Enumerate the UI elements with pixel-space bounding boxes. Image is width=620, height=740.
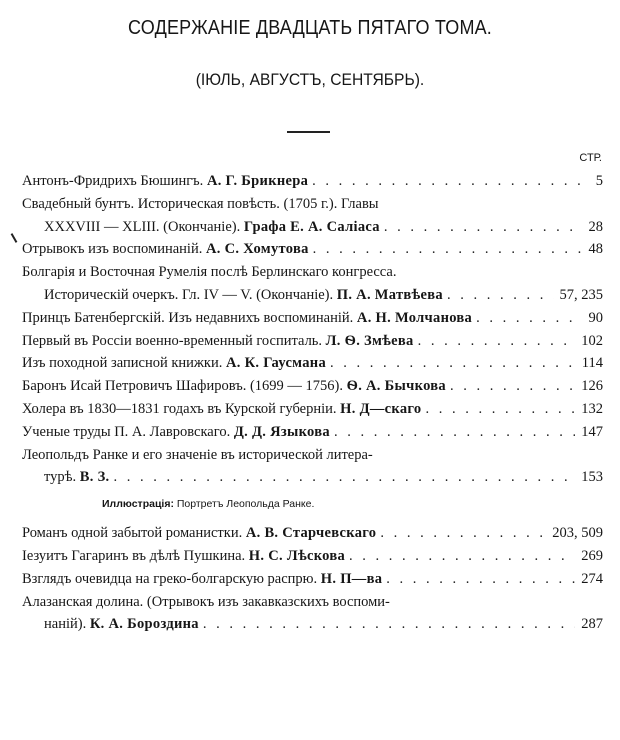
toc-entry-author: Л. Ѳ. Змѣева [325,332,414,349]
toc-entry-line [22,545,603,568]
toc-entry-author: А. Н. Молчанова [356,309,473,326]
toc-entry [22,307,603,330]
toc-entry-title: XXXVIII — XLIII. (Окончаніе). [44,218,241,235]
dot-leader [418,330,576,353]
toc-entry-line [22,591,603,614]
toc-entry-page: 126 [581,378,603,395]
toc-entry-line [22,444,603,467]
toc-entry-page: 153 [581,469,603,486]
illustration-label: Иллюстрація: [102,498,174,511]
page-column-header: СТР. [579,152,602,164]
dot-leader [447,284,554,307]
toc-entry-line [22,330,603,353]
divider-rule [287,131,330,133]
dot-leader [386,568,575,591]
dot-leader [312,170,590,193]
toc-entry-title: турѣ. [44,469,77,486]
toc-entry-author: Ѳ. А. Бычкова [346,378,446,395]
toc-entry-author: А. Г. Брикнера [206,173,309,189]
toc-entry [22,522,603,545]
toc-entry-title: Взглядъ очевидца на греко-болгарскую распрю. [22,570,318,587]
dot-leader [334,421,575,444]
margin-mark [11,233,18,243]
toc-entry [22,591,603,637]
toc-entry-line [22,568,603,591]
dot-leader [330,352,576,375]
toc-entry-title: Антонъ-Фридрихъ Бюшингъ. [22,173,204,189]
toc-entry-author: В. З. [79,469,110,486]
toc-entry-title: Леопольдъ Ранке и его значеніе въ исторической литера- [22,446,373,463]
toc-entry-author: Графа Е. А. Саліаса [243,218,380,235]
toc-entry-page: 203, 509 [552,525,603,542]
toc-entry-line [22,421,603,444]
toc-entry-title: Іезуитъ Гагаринъ въ дѣлѣ Пушкина. [22,547,246,564]
toc-entry-page: 57, 235 [559,286,603,303]
toc-entry-line [22,261,603,284]
toc-entry [22,238,603,261]
toc-entry-line [22,193,603,216]
toc-entry-page: 5 [595,173,603,189]
toc-entry-author: П. А. Матвѣева [336,286,443,303]
dot-leader [425,398,575,421]
toc-entry-author: Н. С. Лѣскова [248,547,346,564]
toc-entry-title: Отрывокъ изъ воспоминаній. [22,241,203,258]
toc-entry-line [22,284,603,307]
page-subtitle: (ІЮЛЬ, АВГУСТЪ, СЕНТЯБРЬ). [195,70,425,89]
toc-entry-line [22,352,603,375]
dot-leader [380,522,546,545]
toc-entry-line [22,522,603,545]
toc-entry-author: Н. П—ва [320,570,383,587]
toc-entry-page: 287 [581,616,603,633]
dot-leader [313,238,583,261]
toc-entry-author: А. К. Гаусмана [225,355,327,372]
toc-entry-title: Холера въ 1830—1831 годахъ въ Курской губерніи. [22,400,337,417]
toc-entry-title: Изъ походной записной книжки. [22,355,223,372]
toc-entry-line [22,398,603,421]
toc-entry-page: 102 [581,332,603,349]
toc-entry-author: Н. Д—скаго [340,400,422,417]
toc-entry-author: Д. Д. Языкова [233,423,330,440]
toc-entry [22,568,603,591]
toc-entry-line [22,466,603,489]
toc-entry-page: 90 [588,309,603,326]
toc-entry-line [22,307,603,330]
dot-leader [476,307,582,330]
toc-entry-title: Принцъ Батенбергскій. Изъ недавнихъ воспоминаній. [22,309,354,326]
toc-entry-title: Болгарія и Восточная Румелія послѣ Берлинскаго конгресса. [22,264,397,281]
page-title: СОДЕРЖАНІЕ ДВАДЦАТЬ ПЯТАГО ТОМА. [128,17,492,39]
toc-entry [22,330,603,353]
toc-entry [22,261,603,307]
dot-leader [349,545,575,568]
toc-entry-title: Свадебный бунтъ. Историческая повѣсть. (1705 г.). Главы [22,195,379,212]
toc-entry-page: 269 [581,547,603,564]
toc-entry-line [22,170,603,193]
toc-entry [22,352,603,375]
toc-entry-title: Первый въ Россіи военно-временный госпиталь. [22,332,323,349]
toc-entry-line [22,216,603,239]
table-of-contents [22,170,603,636]
toc-entry-author: А. С. Хомутова [205,241,309,258]
illustration-note [22,496,603,512]
toc-entry [22,398,603,421]
dot-leader [113,466,575,489]
toc-entry [22,170,603,193]
dot-leader [203,613,575,636]
toc-entry-title: Ученые труды П. А. Лавровскаго. [22,423,231,440]
toc-entry-line [22,238,603,261]
toc-entry-author: А. В. Старчевскаго [245,525,377,542]
toc-entry-title: наній). [44,616,87,633]
toc-entry-line [22,375,603,398]
toc-entry [22,193,603,239]
toc-entry-title: Алазанская долина. (Отрывокъ изъ закавказскихъ воспоми- [22,593,390,610]
toc-entry-title: Баронъ Исай Петровичъ Шафировъ. (1699 — 1756). [22,378,343,395]
toc-entry-title: Историческій очеркъ. Гл. IV — V. (Окончаніе). [44,286,334,303]
dot-leader [384,216,583,239]
toc-entry-page: 114 [581,355,603,372]
toc-entry [22,375,603,398]
toc-entry-page: 147 [581,423,603,440]
toc-entry [22,444,603,490]
toc-entry-line [22,613,603,636]
toc-entry-page: 132 [581,400,603,417]
illustration-text: Портретъ Леопольда Ранке. [176,498,315,511]
toc-entry [22,545,603,568]
toc-entry [22,421,603,444]
toc-entry-page: 48 [588,241,603,258]
toc-entry-author: К. А. Бороздина [89,616,199,633]
toc-entry-title: Романъ одной забытой романистки. [22,525,243,542]
toc-entry-page: 28 [588,218,603,235]
toc-entry-page: 274 [581,570,603,587]
dot-leader [450,375,575,398]
